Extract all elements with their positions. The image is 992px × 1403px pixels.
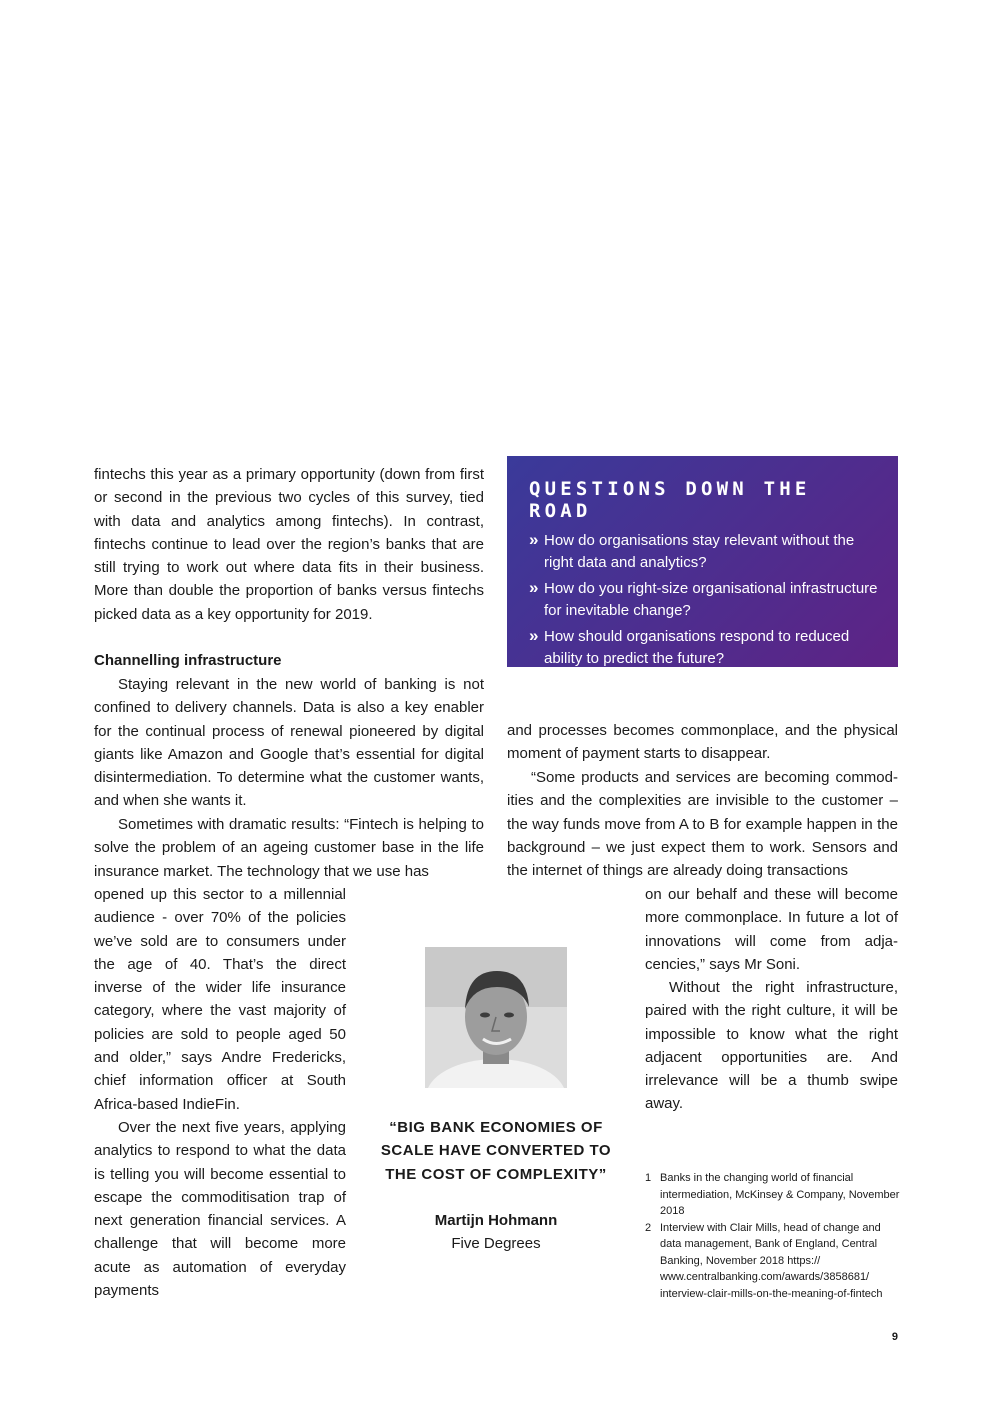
double-chevron-right-icon: » bbox=[529, 530, 539, 549]
footnote-text: Interview with Clair Mills, head of change and data management, Bank of England, Central Banking, November 2018 https:// www.centralbanking.com/awards/3858681/ interview-clair-mills-on-the-meaning-of-fintech bbox=[660, 1221, 883, 1300]
body-paragraph-next-five-years: Over the next five years, applying analytics to respond to what the data is telling you will become essential to escape the commoditisation trap of next generation financial services. A challenge that will become more acute as automation of everyday payments bbox=[94, 1119, 346, 1300]
body-paragraph-right-infrastructure: Without the right infrastructure, paired with the right culture, it will be impossible to know what the right adjacent opportunities are. And irrelevance will be a thumb swipe away. bbox=[645, 979, 898, 1113]
portrait-illustration bbox=[425, 947, 567, 1088]
body-paragraph-commodities: “Some products and services are becoming commodities and the complexities are invisible to the customer – the way funds move from A to B for example happen in the background – we just expect them to work. Sensors and the internet of things are already doing transactions bbox=[507, 769, 898, 880]
question-item bbox=[529, 626, 878, 670]
question-item bbox=[529, 578, 878, 622]
double-chevron-right-icon: » bbox=[529, 578, 539, 597]
question-text: How do you right-size organisational infrastructure for inevitable change? bbox=[544, 580, 878, 619]
body-paragraph-dramatic-results: Sometimes with dramatic results: “Fintech is helping to solve the problem of an ageing customer base in the life insurance market. The technology that we use has bbox=[94, 816, 484, 880]
question-text: How should organisations respond to reduced ability to predict the future? bbox=[544, 628, 850, 667]
footnote bbox=[645, 1170, 900, 1220]
question-item bbox=[529, 530, 878, 574]
footnote-number: 1 bbox=[645, 1172, 652, 1184]
double-chevron-right-icon: » bbox=[529, 626, 539, 645]
portrait-photo bbox=[425, 947, 567, 1088]
footnote-number: 2 bbox=[645, 1221, 652, 1234]
intro-paragraph: fintechs this year as a primary opportunity (down from first or second in the previous two cycles of this survey, tied with data and analytics among fintechs). In contrast, fintechs continue to lead over the region’s banks that are still trying to work out where data fits in their business. More than double the proportion of banks versus fintechs picked data as a key opportunity for 2019. bbox=[94, 466, 484, 623]
question-text: How do organisations stay relevant without the right data and analytics? bbox=[544, 532, 855, 571]
footnotes bbox=[645, 1170, 900, 1302]
body-paragraph-millennial: opened up this sector to a millennial audience - over 70% of the policies we’ve sold are to consumers under the age of 40. That’s the direct inverse of the wider life insurance category, where the vast majority of policies are sold to people aged 50 and older,” says Andre Fredericks, chief information officer at South Africa-based IndieFin. bbox=[94, 886, 346, 1113]
quote-author-company: Five Degrees bbox=[451, 1235, 541, 1253]
quote-author-name: Martijn Hohmann bbox=[434, 1212, 558, 1229]
questions-box-title: QUESTIONS DOWN THE ROAD bbox=[529, 478, 811, 522]
questions-box bbox=[507, 456, 898, 667]
section-heading: Channelling infrastructure bbox=[94, 652, 282, 669]
body-paragraph-staying-relevant: Staying relevant in the new world of banking is not confined to delivery channels. Data is also a key enabler for the continual process of renewal pioneered by digital giants like Amazon and Google that’s essential for digital disintermediation. To determine what the customer wants, and when she wants it. bbox=[94, 676, 484, 810]
quote-attribution bbox=[376, 1209, 616, 1256]
page-number: 9 bbox=[891, 1331, 898, 1343]
footnote-text: Banks in the changing world of financial intermediation, McKinsey & Company, November 2018 bbox=[660, 1172, 900, 1217]
body-paragraph-processes: and processes becomes commonplace, and the physical moment of payment starts to disappear. bbox=[507, 722, 898, 763]
pull-quote: “BIG BANK ECONOMIES OF SCALE HAVE CONVERTED TO THE COST OF COMPLEXITY” bbox=[380, 1119, 612, 1183]
footnote bbox=[645, 1220, 900, 1303]
body-paragraph-our-behalf: on our behalf and these will become more commonplace. In future a lot of innovations will come from adjacencies,” says Mr Soni. bbox=[645, 886, 898, 973]
